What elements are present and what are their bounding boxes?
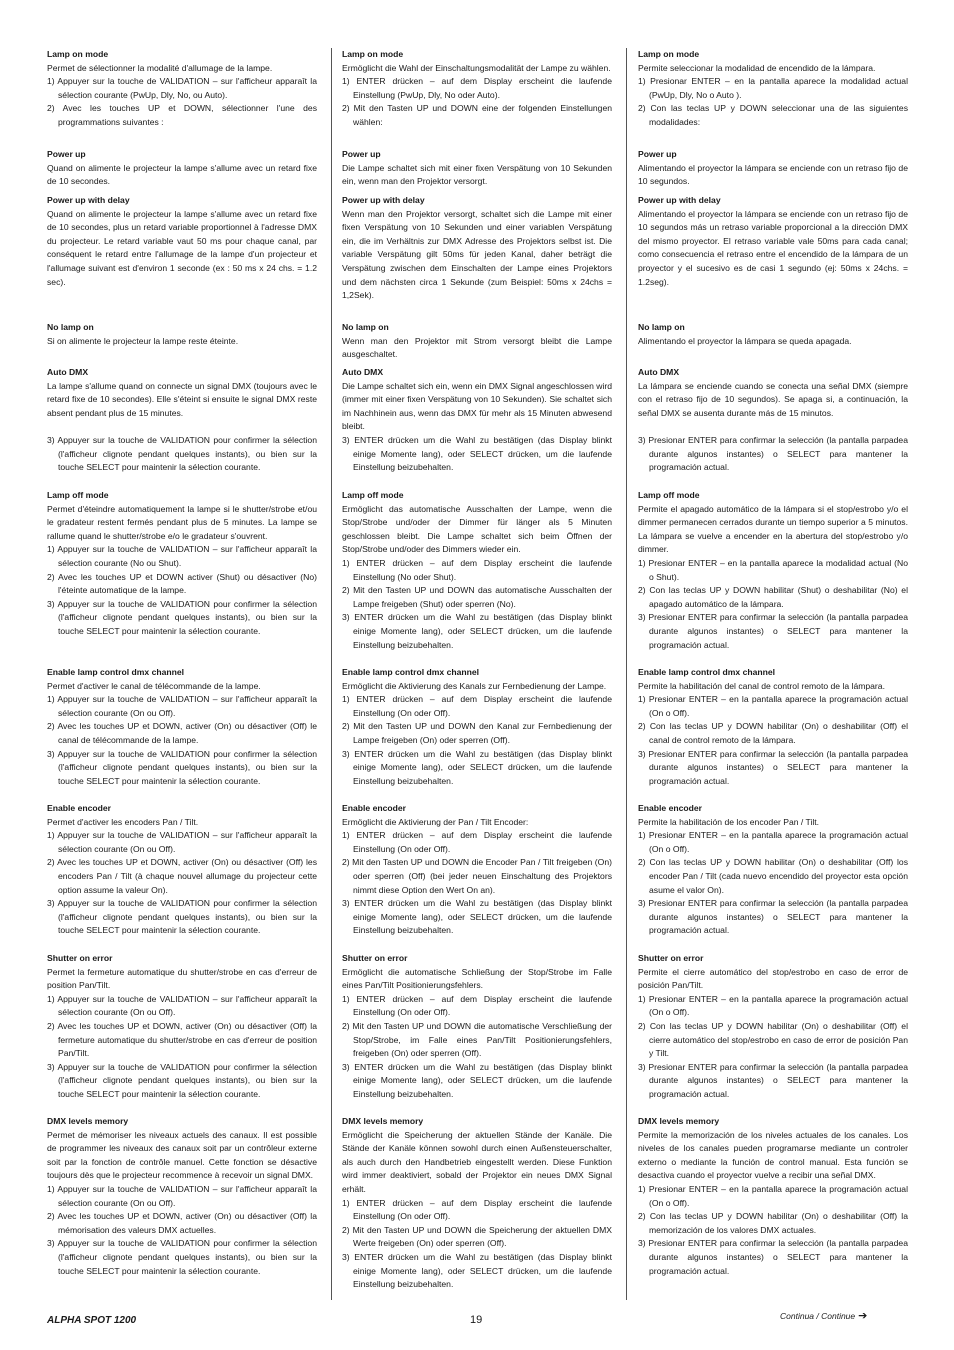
section-title: Shutter on error [342,953,408,963]
step-item: 2) Mit den Tasten UP und DOWN die Speicherung der aktuellen DMX Werte freigeben (On) oder sperren (Off). [342,1224,612,1249]
section-text: Alimentando el proyector la lámpara se enciende con un retraso fijo de 10 segundos más un retraso variable proporcional a la dirección DMX del mismo proyector. El retraso variable vale 50ms para cada canal; como consecuencia el retraso entre el encendido de la lámpara de un proyector y el sucesivo es de casi 1 segundo (ej: 50ms x 24chs. = 1.2seg). [638,208,908,287]
step-list [342,993,612,1102]
section-enable-encoder [342,802,612,938]
section-title: Power up with delay [47,195,130,205]
column-divider [331,48,332,1300]
section-text: Permet de mémoriser les niveaux actuels des canaux. Il est possible de programmer les niveaux des canaux soit par un contrôleur externe soit par la fonction de contrôle manuel. Cette fonction se désactive toujours dès que le projecteur recommence à recevoir un signal DMX. [47,1129,317,1181]
step-item: 2) Con las teclas UP y DOWN habilitar (On) o deshabilitar (Off) el cierre automático del stop/estrobo en caso de error de posición Pan y Tilt. [638,1020,908,1059]
step-item: 3) ENTER drücken um die Wahl zu bestätigen (das Display blinkt einige Momente lang), oder SELECT drücken, um die laufende Einstellung beizubehalten. [342,1251,612,1290]
step-item: 1) ENTER drücken – auf dem Display erscheint die laufende Einstellung (On oder Off). [342,993,612,1018]
section-text: Permet d'activer le canal de télécommande de la lampe. [47,680,261,691]
step-item: 3) Presionar ENTER para confirmar la selección (la pantalla parpadea durante algunos instantes) o SELECT para mantener la programación actual. [638,898,908,936]
step-item: 1) ENTER drücken – auf dem Display erscheint die laufende Einstellung (On oder Off). [342,694,612,718]
step-list [342,434,612,475]
step-list [47,829,317,938]
section-auto-dmx [342,366,612,475]
section-dmx-levels-memory [342,1115,612,1292]
step-list [342,693,612,788]
continue-label: Continua / Continue [780,1311,856,1321]
step-item: 3) Presionar ENTER para confirmar la selección (la pantalla parpadea durante algunos instantes) o SELECT para mantener la programación actual. [638,612,908,650]
section-text: Wenn man den Projektor mit Strom versorgt bleibt die Lampe ausgeschaltet. [342,335,612,360]
step-list [638,434,908,475]
section-title: Lamp on mode [342,49,404,59]
step-item: 1) ENTER drücken – auf dem Display erscheint die laufende Einstellung (No oder Shut). [342,557,612,582]
step-list [47,993,317,1102]
step-item: 3) Appuyer sur la touche de VALIDATION pour confirmer la sélection (l'afficheur clignote pendant quelques instants), ou bien sur la touche SELECT pour maintenir la sélection courante. [47,1061,317,1099]
continue-note [780,1309,867,1322]
section-title: Enable encoder [342,803,406,813]
step-item: 1) Presionar ENTER – en la pantalla aparece la programación actual (On o Off). [638,694,908,718]
step-item: 2) Mit den Tasten UP und DOWN eine der folgenden Einstellungen wählen: [342,103,612,127]
step-item: 2) Mit den Tasten UP und DOWN die Encoder Pan / Tilt freigeben (On) oder sperren (Off) (bei jeder neuen Einschaltung des Projektors nimmt diese Option den Wert On an). [342,857,612,895]
section-text: Wenn man den Projektor versorgt, schaltet sich die Lampe mit einer fixen Verspätung von 10 Sekunden und einer variablen Verspätung ein, die im Verhältnis zur DMX Adresse des Projektors selbst ist. Die variable Verspätung gilt 50ms für jeden Kanal, daher beträgt die Verspätung zwischen dem Einschalten der Lampe eines Projektors und dem nächsten circa 1 Sekunde (zum Beispiel: 50ms x 24chs = 1,2Sek). [342,208,612,301]
column-divider [626,48,627,1300]
section-text: La lámpara se enciende cuando se conecta una señal DMX (siempre con el retraso fijo de 10 segundos). Se apaga si, a continuación, la señal DMX se ausenta durante más de 15 minutos. [638,380,908,418]
section-title: DMX levels memory [638,1116,720,1126]
section-enable-lamp-control [638,666,908,788]
step-item: 3) Presionar ENTER para confirmar la selección (la pantalla parpadea durante algunos instantes) o SELECT para mantener la programación actual. [638,748,908,786]
step-list [47,434,317,475]
section-title: Lamp off mode [47,490,109,500]
step-item: 3) Appuyer sur la touche de VALIDATION pour confirmer la sélection (l'afficheur clignote pendant quelques instants), ou bien sur la touche SELECT pour maintenir la sélection courante. [47,898,317,936]
section-lamp-on-mode [47,48,317,130]
step-item: 3) Appuyer sur la touche de VALIDATION pour confirmer la sélection (l'afficheur clignote pendant quelques instants), ou bien sur la touche SELECT pour maintenir la sélection courante. [47,748,317,786]
step-item: 3) Presionar ENTER para confirmar la selección (la pantalla parpadea durante algunos instantes) o SELECT para mantener la programación actual. [638,1238,908,1276]
step-list [638,693,908,788]
step-item: 3) Appuyer sur la touche de VALIDATION pour confirmer la sélection (l'afficheur clignote pendant quelques instants), ou bien sur la touche SELECT pour maintenir la sélection courante. [47,1238,317,1276]
section-lamp-off-mode [638,489,908,652]
section-title: Power up [342,149,381,159]
step-item: 3) Presionar ENTER para confirmar la selección (la pantalla parpadea durante algunos instantes) o SELECT para mantener la programación actual. [638,1061,908,1099]
section-lamp-off-mode [47,489,317,639]
step-item: 3) Appuyer sur la touche de VALIDATION pour confirmer la sélection (l'afficheur clignote pendant quelques instants), ou bien sur la touche SELECT pour maintenir la sélection courante. [47,434,317,473]
section-text: Ermöglicht die Aktivierung des Kanals zur Fernbedienung der Lampe. [342,680,607,691]
step-item: 1) Presionar ENTER – en la pantalla aparece la programación actual (On o Off). [638,993,908,1018]
section-enable-lamp-control [47,666,317,788]
step-item: 1) ENTER drücken – auf dem Display erscheint die laufende Einstellung (On oder Off). [342,1197,612,1222]
section-text: Permet la fermeture automatique du shutter/strobe en cas d'erreur de position Pan/Tilt. [47,966,317,991]
section-title: DMX levels memory [47,1116,129,1126]
step-item: 1) Presionar ENTER – en la pantalla aparece la modalidad actual (PwUp, Dly, No o Auto ). [638,76,908,100]
step-item: 2) Mit den Tasten UP und DOWN die automatische Verschließung der Stop/Strobe, im Falle eines Pan/Tilt Positionierungsfehlers, freigeben (On) oder sperren (Off). [342,1020,612,1059]
section-text: Permite el cierre automático del stop/estrobo en caso de error de posición Pan/Tilt. [638,966,908,991]
section-enable-lamp-control [342,666,612,788]
section-no-lamp-on [342,321,612,362]
step-item: 3) ENTER drücken um die Wahl zu bestätigen (das Display blinkt einige Momente lang), oder SELECT drücken, um die laufende Einstellung beizubehalten. [342,612,612,650]
step-item: 2) Avec les touches UP et DOWN, activer (On) ou désactiver (Off) le canal de télécommande de la lampe. [47,721,317,745]
section-text: Quand on alimente le projecteur la lampe s'allume avec un retard fixe de 10 secondes, plus un retard variable proportionnel à l'adresse DMX du projecteur. Le retard variable vaut 50 ms pour chaque canal, par conséquent le retard entre l'allumage de la lampe d'un projecteur et l'allumage suivant est d'environ 1 seconde (ex : 50 ms x 24 chs. = 1.2 sec). [47,208,317,287]
section-title: Shutter on error [638,953,704,963]
section-text: Die Lampe schaltet sich mit einer fixen Verspätung von 10 Sekunden ein, wenn man den Projektor versorgt. [342,162,612,187]
section-shutter-on-error [47,952,317,1102]
section-title: Lamp off mode [638,490,700,500]
page-number: 19 [470,1314,483,1326]
section-title: Power up with delay [342,195,425,205]
step-item: 3) ENTER drücken um die Wahl zu bestätigen (das Display blinkt einige Momente lang), oder SELECT drücken, um die laufende Einstellung beizubehalten. [342,434,612,473]
section-title: Shutter on error [47,953,113,963]
section-text: Ermöglicht die Aktivierung der Pan / Tilt Encoder: [342,816,529,827]
section-power-up-with-delay [638,194,908,289]
step-list [638,75,908,129]
step-item: 1) Appuyer sur la touche de VALIDATION – sur l'afficheur apparaît la sélection courante (On ou Off). [47,993,317,1018]
step-list [342,829,612,938]
section-text: Permite seleccionar la modalidad de encendido de la lámpara. [638,62,876,73]
step-item: 1) ENTER drücken – auf dem Display erscheint die laufende Einstellung (PwUp, Dly, No oder Auto). [342,76,612,100]
section-text: Permite la habilitación de los encoder Pan / Tilt. [638,816,820,827]
step-list [638,1183,908,1278]
section-title: Auto DMX [47,367,89,377]
section-power-up [342,148,612,189]
section-title: DMX levels memory [342,1116,424,1126]
step-item: 2) Avec les touches UP et DOWN activer (Shut) ou désactiver (No) l'éteinte automatique de la lampe. [47,571,317,596]
step-list [638,829,908,938]
step-item: 2) Mit den Tasten UP und DOWN das automatische Ausschalten der Lampe freigeben (Shut) oder sperren (No). [342,585,612,609]
section-title: Auto DMX [342,367,384,377]
section-power-up-with-delay [47,194,317,289]
step-item: 1) Appuyer sur la touche de VALIDATION – sur l'afficheur apparaît la sélection courante (PwUp, Dly, No, ou Auto). [47,76,317,100]
section-title: Enable lamp control dmx channel [638,667,776,677]
step-item: 1) Appuyer sur la touche de VALIDATION – sur l'afficheur apparaît la sélection courante (On ou Off). [47,694,317,718]
step-list [342,75,612,129]
step-item: 1) Appuyer sur la touche de VALIDATION – sur l'afficheur apparaît la sélection courante (No ou Shut). [47,544,317,568]
section-power-up [47,148,317,189]
section-text: Ermöglicht die automatische Schließung der Stop/Strobe im Falle eines Pan/Tilt Positionierungsfehlers. [342,966,612,991]
section-shutter-on-error [342,952,612,1102]
arrow-right-icon: ➔ [858,1310,868,1322]
section-text: Si on alimente le projecteur la lampe reste éteinte. [47,335,239,346]
step-item: 2) Avec les touches UP et DOWN, activer (On) ou désactiver (Off) la fermeture automatique du shutter/strobe en cas d'erreur de position Pan/Tilt. [47,1020,317,1059]
section-title: Enable encoder [638,803,702,813]
section-title: Lamp on mode [638,49,700,59]
section-text: Permite la habilitación del canal de control remoto de la lámpara. [638,680,885,691]
section-title: Enable lamp control dmx channel [342,667,480,677]
step-item: 2) Avec les touches UP et DOWN, activer (On) ou désactiver (Off) les encoders Pan / Tilt (à chaque nouvel allumage du projecteur cette option assume la valeur On). [47,857,317,895]
step-item: 2) Con las teclas UP y DOWN habilitar (On) o deshabilitar (Off) los encoder Pan / Tilt (cada nuevo encendido del proyector esta opción asume el valor On). [638,857,908,895]
section-lamp-on-mode [342,48,612,130]
step-item: 1) Appuyer sur la touche de VALIDATION – sur l'afficheur apparaît la sélection courante (On ou Off). [47,1183,317,1208]
section-text: Alimentando el proyector la lámpara se enciende con un retraso fijo de 10 segundos. [638,162,908,187]
section-text: Ermöglicht das automatische Ausschalten der Lampe, wenn die Stop/Strobe und/oder der Dimmer für länger als 5 Minuten geschlossen bleibt. Die Lampe schaltet sich beim Öffnen der Stop/Strobe und/oder des Dimmers wieder ein. [342,503,612,555]
section-title: Auto DMX [638,367,680,377]
section-enable-encoder [638,802,908,938]
section-title: Power up [47,149,86,159]
section-lamp-on-mode [638,48,908,130]
section-text: Ermöglicht die Speicherung der aktuellen Stände der Kanäle. Die Stände der Kanäle können sowohl durch einen Außensteuerschalter, als auch durch den Handbetrieb eingestellt werden. Diese Funktion wird immer deaktiviert, sobald der Projektor ein neues DMX Signal erhält. [342,1129,612,1194]
section-text: Permite el apagado automático de la lámpara si el stop/estrobo y/o el dimmer permanecen cerrados durante un tiempo superior a 5 minutos. La lámpara se vuelve a encender en la abertura del stop/estrobo y/o dimmer. [638,503,908,555]
step-list [47,543,317,638]
step-item: 1) Appuyer sur la touche de VALIDATION – sur l'afficheur apparaît la sélection courante (On ou Off). [47,830,317,854]
step-list [342,1197,612,1292]
step-item: 3) Appuyer sur la touche de VALIDATION pour confirmer la sélection (l'afficheur clignote pendant quelques instants), ou bien sur la touche SELECT pour maintenir la sélection courante. [47,598,317,636]
section-title: Power up [638,149,677,159]
step-item: 2) Con las teclas UP y DOWN seleccionar una de las siguientes modalidades: [638,103,908,127]
step-item: 2) Con las teclas UP y DOWN habilitar (On) o deshabilitar (Off) el canal de control remoto de la lámpara. [638,721,908,745]
section-shutter-on-error [638,952,908,1102]
section-lamp-off-mode [342,489,612,652]
step-list [342,557,612,652]
section-text: Permet d'éteindre automatiquement la lampe si le shutter/strobe et/ou le gradateur restent fermés pendant plus de 5 minutes. La lampe se rallume quand le shutter/strobe e/o le gradateur s'ouvrent. [47,503,317,541]
product-model: ALPHA SPOT 1200 [47,1315,137,1326]
section-auto-dmx [47,366,317,475]
step-item: 2) Con las teclas UP y DOWN habilitar (On) o deshabilitar (Off) la memorización de los valores DMX actuales. [638,1211,908,1235]
section-power-up-with-delay [342,194,612,303]
section-power-up [638,148,908,189]
section-text: Die Lampe schaltet sich ein, wenn ein DMX Signal angeschlossen wird (immer mit einer fixen Verspätung von 10 Sekunden). Sie schaltet sich im Nachhinein aus, wenn das DMX für mehr als 15 Minuten abwesend bleibt. [342,380,612,432]
section-title: Lamp off mode [342,490,404,500]
step-item: 1) ENTER drücken – auf dem Display erscheint die laufende Einstellung (On oder Off). [342,830,612,854]
step-item: 1) Presionar ENTER – en la pantalla aparece la modalidad actual (No o Shut). [638,557,908,582]
section-title: No lamp on [342,322,389,332]
section-text: Ermöglicht die Wahl der Einschaltungsmodalität der Lampe zu wählen. [342,62,611,73]
section-text: Permet de sélectionner la modalité d'allumage de la lampe. [47,62,273,73]
step-item: 1) Presionar ENTER – en la pantalla aparece la programación actual (On o Off). [638,1183,908,1208]
section-enable-encoder [47,802,317,938]
section-title: Power up with delay [638,195,721,205]
section-dmx-levels-memory [47,1115,317,1278]
step-list [47,75,317,129]
section-no-lamp-on [638,321,908,348]
step-list [47,1183,317,1278]
step-list [638,557,908,652]
step-item: 3) ENTER drücken um die Wahl zu bestätigen (das Display blinkt einige Momente lang), oder SELECT drücken, um die laufende Einstellung beizubehalten. [342,1061,612,1099]
section-text: La lampe s'allume quand on connecte un signal DMX (toujours avec le retard fixe de 10 secondes). Elle s'éteint si ensuite le signal DMX reste absent pendant plus de 15 minutes. [47,380,317,418]
section-dmx-levels-memory [638,1115,908,1278]
section-title: No lamp on [638,322,685,332]
step-item: 2) Avec les touches UP et DOWN, sélectionner l'une des programmations suivantes : [47,103,317,127]
step-item: 1) Presionar ENTER – en la pantalla aparece la programación actual (On o Off). [638,830,908,854]
section-title: Lamp on mode [47,49,109,59]
step-item: 3) ENTER drücken um die Wahl zu bestätigen (das Display blinkt einige Momente lang), oder SELECT drücken, um die laufende Einstellung beizubehalten. [342,748,612,786]
section-text: Quand on alimente le projecteur la lampe s'allume avec un retard fixe de 10 secondes. [47,162,317,187]
step-list [638,993,908,1102]
step-item: 2) Con las teclas UP y DOWN habilitar (Shut) o deshabilitar (No) el apagado automático de la lámpara. [638,585,908,609]
step-list [47,693,317,788]
step-item: 3) ENTER drücken um die Wahl zu bestätigen (das Display blinkt einige Momente lang), oder SELECT drücken, um die laufende Einstellung beizubehalten. [342,898,612,936]
section-title: Enable lamp control dmx channel [47,667,185,677]
section-title: No lamp on [47,322,94,332]
step-item: 2) Avec les touches UP et DOWN, activer (On) ou désactiver (Off) la mémorisation des valeurs DMX actuelles. [47,1211,317,1235]
section-text: Permite la memorización de los niveles actuales de los canales. Los niveles de los canales pueden programarse mediante un controler externo o mediante la función de control manual. Esta función se desactiva cuando el proyector vuelve a recibir una señal DMX. [638,1129,908,1181]
section-text: Alimentando el proyector la lámpara se queda apagada. [638,335,852,346]
section-title: Enable encoder [47,803,111,813]
step-item: 3) Presionar ENTER para confirmar la selección (la pantalla parpadea durante algunos instantes) o SELECT para mantener la programación actual. [638,434,908,473]
section-auto-dmx [638,366,908,475]
section-no-lamp-on [47,321,317,348]
section-text: Permet d'activer les encoders Pan / Tilt. [47,816,199,827]
step-item: 2) Mit den Tasten UP und DOWN den Kanal zur Fernbedienung der Lampe freigeben (On) oder sperren (Off). [342,721,612,745]
